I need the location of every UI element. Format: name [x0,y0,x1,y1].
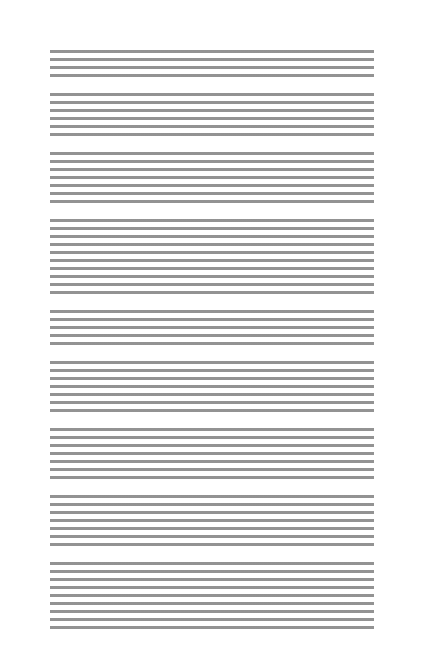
paragraph-3 [50,152,374,208]
paragraph-3-lines [50,152,374,208]
paragraph-4 [50,219,374,299]
paragraph-7 [50,428,374,484]
paragraph-9-lines [50,562,374,634]
paragraph-1-lines [50,50,374,82]
paragraph-8-lines [50,495,374,551]
paragraph-2 [50,93,374,141]
paragraph-7-lines [50,428,374,484]
paragraph-4-lines [50,219,374,299]
paragraph-5-lines [50,310,374,350]
paragraph-8 [50,495,374,551]
paragraph-2-lines [50,93,374,141]
paragraph-5 [50,310,374,350]
paragraph-6 [50,361,374,417]
paragraph-9 [50,562,374,634]
paragraph-1 [50,50,374,82]
text-column [50,50,374,645]
paragraph-6-lines [50,361,374,417]
